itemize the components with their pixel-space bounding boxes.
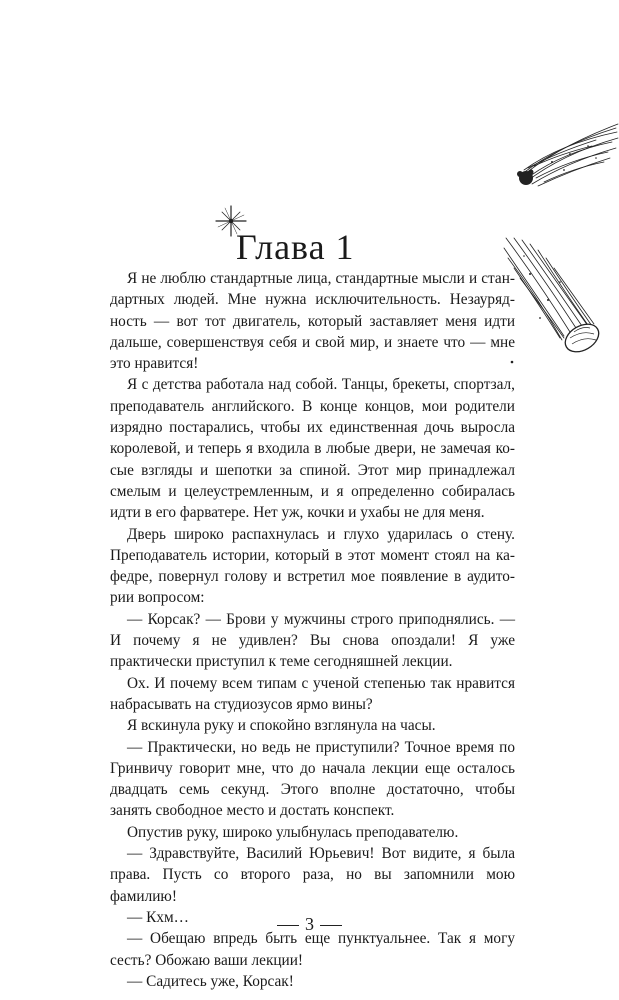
paragraph: — Корсак? — Брови у мужчины строго приподнялись. — И почему я не удивлен? Вы снова опоздали! Я уже практически приступил к теме сегодняшней лекции. xyxy=(110,610,515,671)
page-number: 3 xyxy=(305,914,314,934)
paragraph: — Практически, но ведь не приступили? Точное время по Гринвичу говорит мне, что до начала лекции еще осталось двадцать семь секунд. Этого вполне достаточно, чтобы занять свободное место и достать конспект. xyxy=(110,738,515,820)
paragraph: — Здравствуйте, Василий Юрьевич! Вот видите, я была права. Пусть со второго раза, но вы запомнили мою фамилию! xyxy=(110,845,515,905)
paragraph: Я вскинула руку и спокойно взглянула на часы. xyxy=(127,717,436,735)
paragraph: — Кхм… xyxy=(127,908,189,926)
paragraph: Дверь широко распахнулась и глухо ударилась о стену. Преподаватель истории, который в этот момент стоял на кафедре, повернул голову и встретил мое появление в аудитории вопросом: xyxy=(110,525,515,607)
paragraph: Ох. И почему всем типам с ученой степенью так нравится набрасывать на студиозусов ярмо вины? xyxy=(110,674,515,713)
paragraph: Опустив руку, широко улыбнулась преподавателю. xyxy=(127,823,459,841)
comet-illustration-top xyxy=(500,118,619,193)
paragraph: — Обещаю впредь быть еще пунктуальнее. Так я могу сесть? Обожаю ваши лекции! xyxy=(110,930,515,969)
paragraph: — Садитесь уже, Корсак! xyxy=(127,972,294,990)
page-number-footer xyxy=(0,914,619,935)
paragraph: Я с детства работала над собой. Танцы, брекеты, спортзал, преподаватель английского. В конце концов, мои родители изрядно постарались, чтобы их единственная дочь выросла королевой, и теперь я входила в любые двери, не замечая косые взгляды и шепотки за спиной. Этот мир принадлежал смелым и целеустремленным, и я определенно собиралась идти в его фарватере. Нет уж, кочки и ухабы не для меня. xyxy=(110,376,515,522)
page-number-left-rule xyxy=(277,925,299,926)
paragraph: Я не люблю стандартные лица, стандартные мысли и стандартных людей. Мне нужна исключительность. Незаурядность — вот тот двигатель, который заставляет меня идти дальше, совершенствуя себя и свой мир, и знаете что — мне это нравится! xyxy=(110,270,515,373)
comet-illustration-middle xyxy=(500,234,619,364)
chapter-title: Глава 1 xyxy=(236,227,355,267)
page-number-right-rule xyxy=(320,925,342,926)
chapter-body xyxy=(110,268,515,992)
